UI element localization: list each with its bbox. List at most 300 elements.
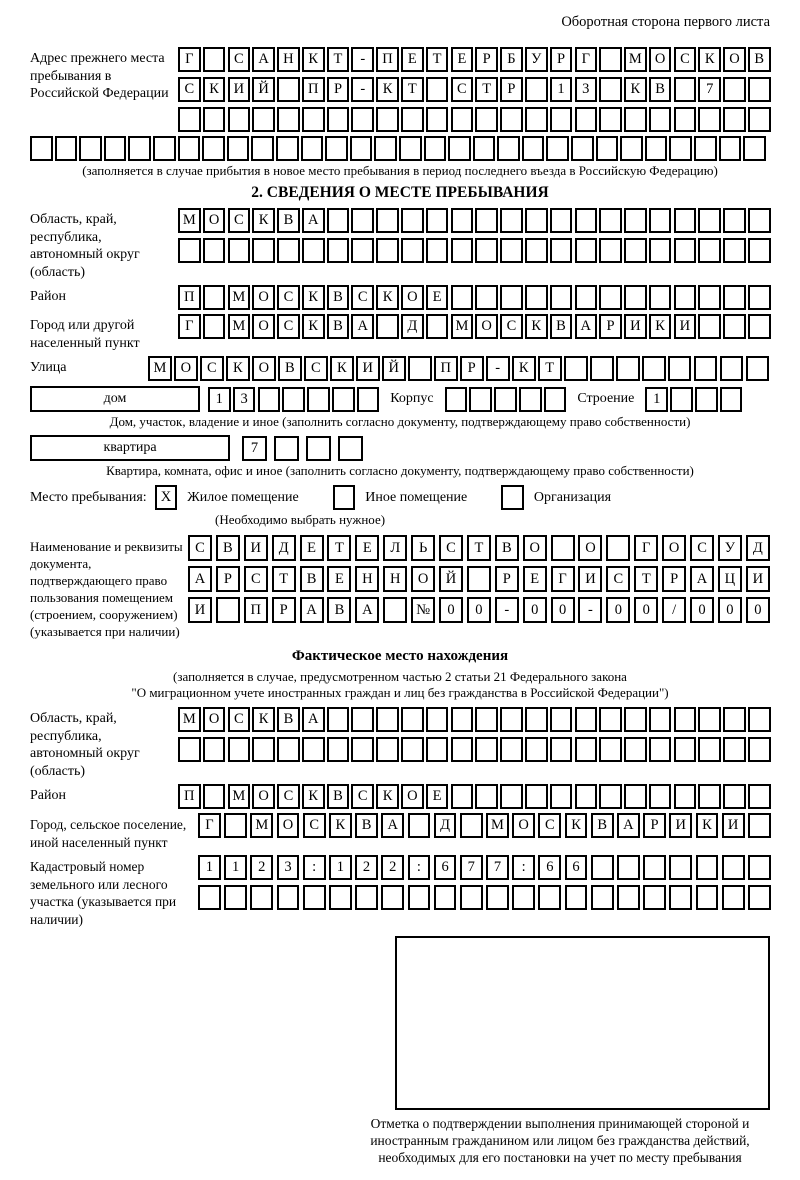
char-cell[interactable]: Г [178,47,201,72]
char-cell[interactable]: Е [451,47,474,72]
char-cell[interactable]: 2 [355,855,378,880]
char-cell[interactable] [674,107,697,132]
char-cell[interactable]: В [327,314,350,339]
char-cell[interactable]: Г [551,566,575,592]
char-cell[interactable] [376,707,399,732]
char-cell[interactable]: О [203,208,226,233]
char-cell[interactable] [426,238,449,263]
char-cell[interactable]: М [451,314,474,339]
char-cell[interactable]: О [662,535,686,561]
char-cell[interactable] [426,707,449,732]
char-cell[interactable] [599,208,622,233]
char-cell[interactable]: П [178,285,201,310]
char-cell[interactable]: Е [523,566,547,592]
char-cell[interactable]: И [674,314,697,339]
char-cell[interactable] [497,136,520,161]
char-cell[interactable]: Р [475,47,498,72]
char-cell[interactable] [469,387,492,412]
char-cell[interactable] [599,707,622,732]
char-cell[interactable]: М [486,813,509,838]
checkbox-organization[interactable] [501,485,524,510]
char-cell[interactable] [649,737,672,762]
char-cell[interactable] [475,208,498,233]
char-cell[interactable]: Р [216,566,240,592]
char-cell[interactable] [30,136,53,161]
char-cell[interactable]: К [302,285,325,310]
char-cell[interactable] [668,356,692,381]
char-cell[interactable] [178,737,201,762]
char-cell[interactable]: Р [272,597,296,623]
char-cell[interactable]: Т [401,77,424,102]
char-cell[interactable]: П [244,597,268,623]
char-cell[interactable]: К [302,47,325,72]
char-cell[interactable]: - [351,77,374,102]
char-cell[interactable]: С [351,784,374,809]
char-cell[interactable] [302,238,325,263]
char-cell[interactable] [599,107,622,132]
char-cell[interactable] [643,855,666,880]
char-cell[interactable]: С [690,535,714,561]
char-cell[interactable]: Д [434,813,457,838]
char-cell[interactable]: Д [272,535,296,561]
char-cell[interactable]: Р [327,77,350,102]
char-cell[interactable] [376,107,399,132]
char-cell[interactable] [723,707,746,732]
char-cell[interactable]: 3 [233,387,256,412]
char-cell[interactable]: С [351,285,374,310]
char-cell[interactable] [698,208,721,233]
char-cell[interactable] [303,885,326,910]
char-cell[interactable]: 1 [645,387,668,412]
char-cell[interactable] [198,885,221,910]
char-cell[interactable]: К [512,356,536,381]
char-cell[interactable]: В [591,813,614,838]
char-cell[interactable]: С [606,566,630,592]
char-cell[interactable] [694,356,718,381]
char-cell[interactable] [228,238,251,263]
char-cell[interactable]: Р [550,47,573,72]
char-cell[interactable]: 0 [467,597,491,623]
char-cell[interactable] [475,107,498,132]
char-cell[interactable]: : [512,855,535,880]
char-cell[interactable]: О [203,707,226,732]
char-cell[interactable]: Н [355,566,379,592]
char-cell[interactable] [723,107,746,132]
char-cell[interactable]: 1 [224,855,247,880]
char-cell[interactable] [500,285,523,310]
char-cell[interactable] [599,285,622,310]
char-cell[interactable] [399,136,422,161]
char-cell[interactable] [426,314,449,339]
char-cell[interactable] [500,784,523,809]
char-cell[interactable] [674,737,697,762]
char-cell[interactable] [649,208,672,233]
char-cell[interactable]: О [252,784,275,809]
char-cell[interactable] [624,238,647,263]
char-cell[interactable]: А [617,813,640,838]
char-cell[interactable]: К [624,77,647,102]
char-cell[interactable]: В [748,47,771,72]
char-cell[interactable]: 7 [242,436,267,461]
char-cell[interactable]: Т [327,47,350,72]
char-cell[interactable]: В [300,566,324,592]
char-cell[interactable] [351,107,374,132]
char-cell[interactable] [224,813,247,838]
char-cell[interactable] [674,285,697,310]
char-cell[interactable] [698,238,721,263]
char-cell[interactable]: 0 [690,597,714,623]
char-cell[interactable]: Г [634,535,658,561]
char-cell[interactable] [327,707,350,732]
char-cell[interactable] [624,707,647,732]
char-cell[interactable]: Д [746,535,770,561]
char-cell[interactable]: М [228,285,251,310]
char-cell[interactable]: С [439,535,463,561]
char-cell[interactable] [590,356,614,381]
char-cell[interactable] [467,566,491,592]
char-cell[interactable]: К [696,813,719,838]
char-cell[interactable] [277,238,300,263]
char-cell[interactable]: 7 [460,855,483,880]
char-cell[interactable] [451,784,474,809]
char-cell[interactable]: К [302,314,325,339]
char-cell[interactable]: К [376,784,399,809]
char-cell[interactable]: 1 [198,855,221,880]
char-cell[interactable]: Г [178,314,201,339]
char-cell[interactable] [696,885,719,910]
char-cell[interactable]: О [512,813,535,838]
char-cell[interactable]: Е [426,784,449,809]
char-cell[interactable] [332,387,355,412]
char-cell[interactable]: - [351,47,374,72]
char-cell[interactable]: Н [383,566,407,592]
char-cell[interactable] [351,707,374,732]
char-cell[interactable] [475,784,498,809]
char-cell[interactable]: 0 [439,597,463,623]
char-cell[interactable]: Т [426,47,449,72]
char-cell[interactable] [616,356,640,381]
char-cell[interactable]: Т [327,535,351,561]
char-cell[interactable] [351,238,374,263]
char-cell[interactable]: И [228,77,251,102]
char-cell[interactable] [401,707,424,732]
char-cell[interactable] [475,285,498,310]
char-cell[interactable] [500,107,523,132]
char-cell[interactable] [723,314,746,339]
char-cell[interactable]: 1 [550,77,573,102]
char-cell[interactable]: Й [252,77,275,102]
char-cell[interactable] [376,208,399,233]
char-cell[interactable] [522,136,545,161]
char-cell[interactable] [252,238,275,263]
char-cell[interactable] [525,285,548,310]
char-cell[interactable] [500,707,523,732]
char-cell[interactable]: О [252,356,276,381]
char-cell[interactable] [274,436,299,461]
char-cell[interactable]: 7 [698,77,721,102]
char-cell[interactable] [571,136,594,161]
char-cell[interactable] [426,208,449,233]
char-cell[interactable]: 2 [250,855,273,880]
char-cell[interactable]: И [188,597,212,623]
char-cell[interactable]: 0 [551,597,575,623]
char-cell[interactable] [401,737,424,762]
char-cell[interactable] [748,737,771,762]
char-cell[interactable]: Р [662,566,686,592]
char-cell[interactable]: С [303,813,326,838]
char-cell[interactable]: В [327,784,350,809]
char-cell[interactable] [426,107,449,132]
char-cell[interactable] [546,136,569,161]
char-cell[interactable] [374,136,397,161]
char-cell[interactable] [550,784,573,809]
char-cell[interactable]: С [277,314,300,339]
char-cell[interactable]: С [228,707,251,732]
char-cell[interactable]: - [486,356,510,381]
char-cell[interactable] [698,784,721,809]
char-cell[interactable]: А [381,813,404,838]
char-cell[interactable] [277,107,300,132]
char-cell[interactable]: О [401,285,424,310]
char-cell[interactable] [674,707,697,732]
char-cell[interactable]: С [228,208,251,233]
char-cell[interactable]: С [244,566,268,592]
char-cell[interactable]: И [578,566,602,592]
char-cell[interactable] [599,784,622,809]
char-cell[interactable]: Т [272,566,296,592]
char-cell[interactable] [475,737,498,762]
char-cell[interactable] [674,784,697,809]
char-cell[interactable] [525,107,548,132]
char-cell[interactable] [748,238,771,263]
char-cell[interactable]: П [302,77,325,102]
char-cell[interactable]: А [302,707,325,732]
char-cell[interactable]: К [203,77,226,102]
char-cell[interactable] [575,208,598,233]
char-cell[interactable]: 3 [277,855,300,880]
char-cell[interactable] [649,238,672,263]
char-cell[interactable] [624,784,647,809]
char-cell[interactable]: Р [500,77,523,102]
char-cell[interactable]: Г [575,47,598,72]
char-cell[interactable] [203,314,226,339]
char-cell[interactable] [426,737,449,762]
char-cell[interactable]: С [228,47,251,72]
char-cell[interactable] [723,285,746,310]
char-cell[interactable] [329,885,352,910]
char-cell[interactable] [544,387,567,412]
char-cell[interactable]: И [669,813,692,838]
char-cell[interactable] [674,77,697,102]
char-cell[interactable] [128,136,151,161]
char-cell[interactable] [649,285,672,310]
char-cell[interactable] [575,107,598,132]
char-cell[interactable] [327,238,350,263]
char-cell[interactable] [327,208,350,233]
char-cell[interactable] [525,784,548,809]
char-cell[interactable] [674,238,697,263]
char-cell[interactable] [153,136,176,161]
char-cell[interactable] [695,387,718,412]
char-cell[interactable]: А [575,314,598,339]
char-cell[interactable]: Б [500,47,523,72]
char-cell[interactable] [575,784,598,809]
char-cell[interactable]: / [662,597,686,623]
char-cell[interactable]: О [277,813,300,838]
char-cell[interactable]: 1 [329,855,352,880]
char-cell[interactable] [451,285,474,310]
char-cell[interactable]: А [690,566,714,592]
char-cell[interactable] [351,208,374,233]
char-cell[interactable]: П [434,356,458,381]
char-cell[interactable] [550,107,573,132]
char-cell[interactable] [451,238,474,263]
char-cell[interactable] [748,107,771,132]
char-cell[interactable] [519,387,542,412]
char-cell[interactable] [550,737,573,762]
char-cell[interactable] [720,356,744,381]
char-cell[interactable]: Е [401,47,424,72]
char-cell[interactable]: И [722,813,745,838]
char-cell[interactable]: В [495,535,519,561]
char-cell[interactable] [624,208,647,233]
char-cell[interactable] [302,737,325,762]
char-cell[interactable] [381,885,404,910]
char-cell[interactable] [277,77,300,102]
char-cell[interactable] [401,107,424,132]
char-cell[interactable]: О [252,285,275,310]
char-cell[interactable]: Т [475,77,498,102]
char-cell[interactable] [227,136,250,161]
char-cell[interactable] [642,356,666,381]
char-cell[interactable] [376,314,399,339]
char-cell[interactable]: С [277,285,300,310]
char-cell[interactable]: И [746,566,770,592]
char-cell[interactable] [301,136,324,161]
char-cell[interactable] [525,208,548,233]
char-cell[interactable]: С [304,356,328,381]
char-cell[interactable] [748,77,771,102]
char-cell[interactable] [694,136,717,161]
char-cell[interactable]: Р [495,566,519,592]
char-cell[interactable]: В [327,285,350,310]
char-cell[interactable]: Е [426,285,449,310]
char-cell[interactable] [746,356,770,381]
char-cell[interactable] [669,885,692,910]
char-cell[interactable]: О [174,356,198,381]
char-cell[interactable] [723,784,746,809]
char-cell[interactable]: Т [634,566,658,592]
char-cell[interactable]: О [475,314,498,339]
char-cell[interactable]: К [329,813,352,838]
checkbox-residential[interactable]: X [155,485,178,510]
char-cell[interactable] [252,737,275,762]
char-cell[interactable] [698,314,721,339]
char-cell[interactable] [302,107,325,132]
char-cell[interactable] [722,855,745,880]
char-cell[interactable] [500,737,523,762]
char-cell[interactable] [669,136,692,161]
char-cell[interactable]: В [355,813,378,838]
char-cell[interactable] [575,238,598,263]
char-cell[interactable]: М [250,813,273,838]
char-cell[interactable] [748,813,771,838]
char-cell[interactable] [550,707,573,732]
char-cell[interactable] [720,387,743,412]
char-cell[interactable]: : [303,855,326,880]
char-cell[interactable]: В [550,314,573,339]
char-cell[interactable] [376,238,399,263]
char-cell[interactable] [224,885,247,910]
char-cell[interactable]: Н [277,47,300,72]
char-cell[interactable] [451,107,474,132]
char-cell[interactable]: С [200,356,224,381]
char-cell[interactable]: И [624,314,647,339]
char-cell[interactable] [338,436,363,461]
char-cell[interactable]: А [355,597,379,623]
char-cell[interactable] [357,387,380,412]
char-cell[interactable] [451,208,474,233]
char-cell[interactable] [719,136,742,161]
char-cell[interactable]: П [376,47,399,72]
char-cell[interactable]: К [302,784,325,809]
char-cell[interactable]: 0 [746,597,770,623]
char-cell[interactable] [408,356,432,381]
char-cell[interactable] [258,387,281,412]
char-cell[interactable] [512,885,535,910]
char-cell[interactable] [327,107,350,132]
char-cell[interactable] [448,136,471,161]
char-cell[interactable]: Г [198,813,221,838]
char-cell[interactable] [494,387,517,412]
char-cell[interactable]: Е [355,535,379,561]
char-cell[interactable]: 6 [565,855,588,880]
char-cell[interactable] [551,535,575,561]
char-cell[interactable] [306,436,331,461]
char-cell[interactable]: В [277,707,300,732]
char-cell[interactable]: О [578,535,602,561]
char-cell[interactable]: В [277,208,300,233]
char-cell[interactable] [748,314,771,339]
char-cell[interactable]: Й [382,356,406,381]
char-cell[interactable] [525,707,548,732]
char-cell[interactable] [698,107,721,132]
char-cell[interactable] [575,737,598,762]
char-cell[interactable]: Й [439,566,463,592]
char-cell[interactable]: И [244,535,268,561]
char-cell[interactable] [591,855,614,880]
char-cell[interactable]: К [525,314,548,339]
char-cell[interactable] [276,136,299,161]
char-cell[interactable]: К [376,285,399,310]
char-cell[interactable]: 0 [634,597,658,623]
char-cell[interactable]: О [411,566,435,592]
char-cell[interactable]: А [302,208,325,233]
char-cell[interactable] [669,855,692,880]
char-cell[interactable]: А [188,566,212,592]
char-cell[interactable] [645,136,668,161]
char-cell[interactable]: К [649,314,672,339]
char-cell[interactable] [460,813,483,838]
char-cell[interactable] [748,208,771,233]
char-cell[interactable] [203,285,226,310]
char-cell[interactable] [617,885,640,910]
char-cell[interactable] [538,885,561,910]
char-cell[interactable] [565,885,588,910]
char-cell[interactable] [203,737,226,762]
char-cell[interactable] [599,737,622,762]
char-cell[interactable] [649,107,672,132]
